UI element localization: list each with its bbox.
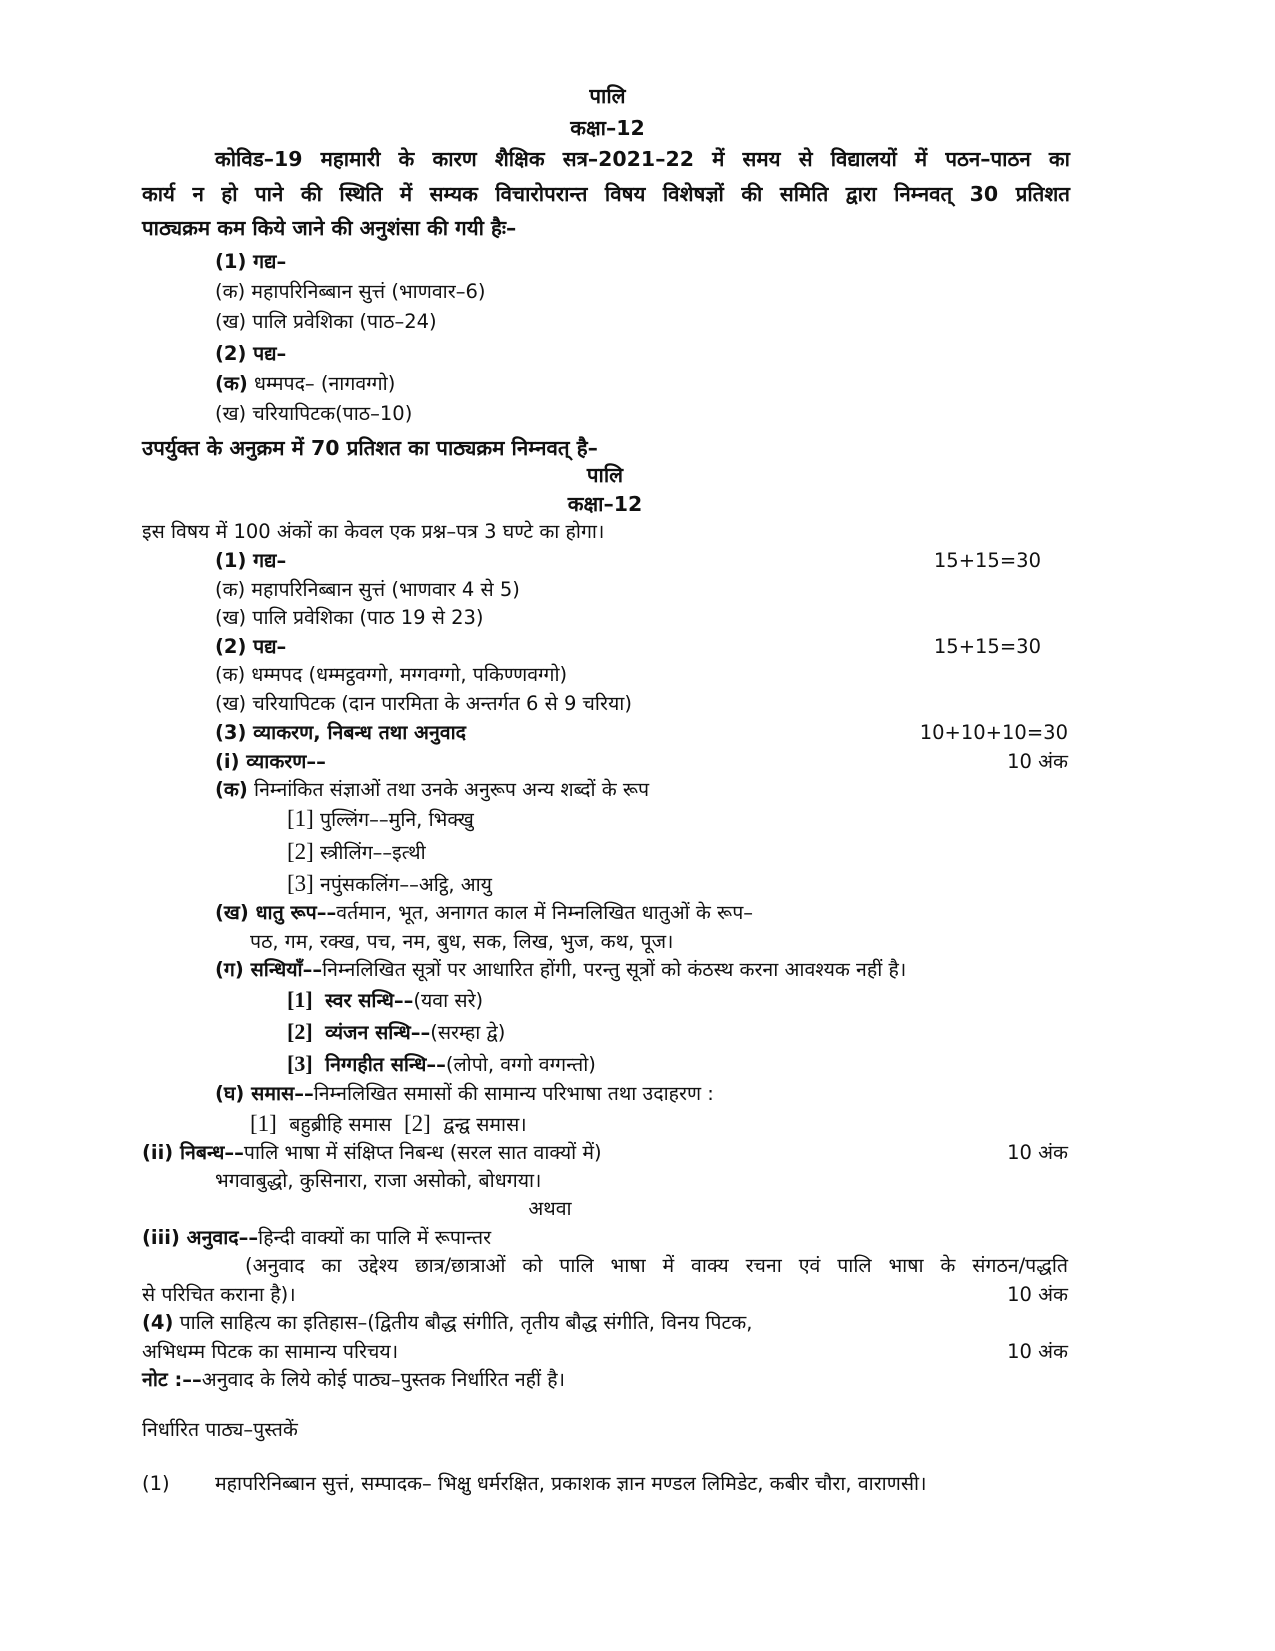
gha-label: (घ) समास––: [215, 1082, 314, 1105]
ga-text: निम्नलिखित सूत्रों पर आधारित होंगी, परन्तु सूत्रों को कंठस्थ करना आवश्यक नहीं है।: [322, 958, 907, 981]
sandhi-name-3: निग्गहीत सन्धि––: [325, 1053, 446, 1076]
samas-2: द्वन्द्व समास।: [443, 1113, 527, 1136]
anuvad-text: हिन्दी वाक्यों का पालि में रूपान्तर: [258, 1226, 492, 1249]
page-class-title: कक्षा–12: [570, 116, 645, 140]
sandhi-num-1: [1]: [287, 987, 313, 1012]
sandhi-name-2: व्यंजन सन्धि––: [325, 1021, 431, 1044]
anuvad-label: (iii) अनुवाद––: [142, 1226, 259, 1249]
sandhi-row-3: [287, 1050, 596, 1079]
padya-marks: 15+15=30: [933, 635, 1041, 658]
syllabus-class: कक्षा–12: [567, 492, 643, 516]
removed-padya-ka: [215, 370, 395, 398]
ling-row-3: [287, 870, 492, 899]
ga-label: (ग) सन्धियाँ––: [215, 958, 323, 981]
anuvad-note-line-1: (अनुवाद का उद्देश्य छात्र/छात्राओं को पालि भाषा में वाक्य रचना एवं पालि भाषा के संगठन/पद्धति: [245, 1254, 1068, 1277]
sandhi-rule-3: (लोपो, वग्गो वग्गन्तो): [445, 1053, 596, 1076]
removed-gadya-title: (1) गद्य–: [215, 250, 287, 273]
itihas-text-2: अभिधम्म पिटक का सामान्य परिचय।: [142, 1340, 399, 1363]
anuvad-row: [142, 1224, 491, 1252]
intro-line-1: कोविड–19 महामारी के कारण शैक्षिक सत्र–2021–22 में समय से विद्यालयों में पठन–पाठन का: [215, 147, 1070, 171]
paper-info: इस विषय में 100 अंकों का केवल एक प्रश्न–पत्र 3 घण्टे का होगा।: [142, 520, 605, 543]
sandhi-name-1: स्वर सन्धि––: [325, 989, 414, 1012]
removed-padya-title: (2) पद्य–: [215, 342, 287, 365]
anuvad-marks: 10 अंक: [1007, 1283, 1068, 1306]
itihas-row: [142, 1309, 752, 1337]
sandhi-row-1: [287, 986, 483, 1015]
itihas-marks: 10 अंक: [1007, 1340, 1068, 1363]
removed-gadya-kha: (ख) पालि प्रवेशिका (पाठ–24): [215, 310, 437, 333]
nibandh-topics: भगवाबुद्धो, कुसिनारा, राजा असोको, बोधगया।: [215, 1169, 542, 1192]
ling-num-3: [3]: [287, 871, 314, 896]
book-text-1: महापरिनिब्बान सुत्तं, सम्पादक– भिक्षु धर्मरक्षित, प्रकाशक ज्ञान मण्डल लिमिडेट, कबीर चौरा, वाराणसी।: [215, 1472, 927, 1495]
itihas-text: पालि साहित्य का इतिहास–(द्वितीय बौद्ध संगीति, तृतीय बौद्ध संगीति, विनय पिटक,: [179, 1311, 753, 1334]
gadya-title: (1) गद्य–: [215, 549, 287, 572]
dhatu-list: पठ, गम, रक्ख, पच, नम, बुध, सक, लिख, भुज, कथ, पूज।: [250, 930, 674, 953]
intro-line-3: पाठ्यक्रम कम किये जाने की अनुशंसा की गयी हैः–: [142, 216, 517, 240]
ka-label: (क): [215, 778, 248, 801]
ling-row-2: [287, 838, 426, 867]
ga-row: [215, 956, 906, 984]
nibandh-marks: 10 अंक: [1007, 1141, 1068, 1164]
books-heading: निर्धारित पाठ्य–पुस्तकें: [142, 1418, 298, 1441]
vyakaran-sub-marks: 10 अंक: [1007, 750, 1068, 773]
vyakaran-marks: 10+10+10=30: [919, 721, 1068, 744]
kha-row: [215, 899, 753, 927]
ling-text-1: पुल्लिंग––मुनि, भिक्खु: [320, 808, 474, 831]
note-text: अनुवाद के लिये कोई पाठ्य–पुस्तक निर्धारित नहीं है।: [201, 1368, 565, 1391]
ka-row: [215, 776, 649, 804]
samas-num-1: [1]: [250, 1111, 277, 1136]
nibandh-text: पालि भाषा में संक्षिप्त निबन्ध (सरल सात वाक्यों में): [243, 1141, 602, 1164]
kha-text: वर्तमान, भूत, अनागत काल में निम्नलिखित धातुओं के रूप–: [336, 901, 754, 924]
nibandh-row: [142, 1139, 602, 1167]
samas-1: बहुब्रीहि समास: [289, 1113, 392, 1136]
intro-line-2: कार्य न हो पाने की स्थिति में सम्यक विचारोपरान्त विषय विशेषज्ञों की समिति द्वारा निम्नवत् 30 प्रतिशत: [142, 182, 1070, 206]
syllabus-heading: उपर्युक्त के अनुक्रम में 70 प्रतिशत का पाठ्यक्रम निम्नवत् है–: [142, 436, 598, 460]
ling-text-2: स्त्रीलिंग––इत्थी: [320, 841, 426, 864]
removed-padya-kha: (ख) चरियापिटक(पाठ–10): [215, 402, 413, 425]
athava: अथवा: [528, 1197, 572, 1220]
vyakaran-title: (3) व्याकरण, निबन्ध तथा अनुवाद: [215, 721, 467, 744]
removed-padya-ka-text: धम्मपद– (नागवग्गो): [254, 372, 396, 395]
nibandh-label: (ii) निबन्ध––: [142, 1141, 244, 1164]
samas-num-2: [2]: [404, 1111, 431, 1136]
anuvad-note-line-2: से परिचित कराना है)।: [142, 1283, 296, 1306]
syllabus-subject: पालि: [586, 463, 624, 487]
sandhi-rule-1: (यवा सरे): [413, 989, 484, 1012]
note-row: [142, 1366, 565, 1394]
itihas-label: (4): [142, 1311, 174, 1334]
gadya-kha: (ख) पालि प्रवेशिका (पाठ 19 से 23): [215, 606, 484, 629]
removed-gadya-ka: (क) महापरिनिब्बान सुत्तं (भाणवार–6): [215, 280, 486, 303]
gha-row: [215, 1080, 714, 1108]
note-label: नोट :––: [142, 1368, 202, 1391]
kha-label: (ख) धातु रूप––: [215, 901, 337, 924]
book-num-1: (1): [142, 1472, 170, 1495]
gadya-marks: 15+15=30: [933, 549, 1041, 572]
sandhi-rule-2: (सरम्हा द्वे): [430, 1021, 506, 1044]
removed-padya-ka-label: (क): [215, 372, 248, 395]
ling-text-3: नपुंसकलिंग––अट्ठि, आयु: [320, 873, 492, 896]
ling-num-1: [1]: [287, 806, 314, 831]
ka-text: निम्नांकित संज्ञाओं तथा उनके अनुरूप अन्य शब्दों के रूप: [254, 778, 650, 801]
sandhi-num-3: [3]: [287, 1051, 313, 1076]
sandhi-row-2: [287, 1018, 505, 1047]
samas-row: [250, 1110, 527, 1139]
ling-num-2: [2]: [287, 839, 314, 864]
gha-text: निम्नलिखित समासों की सामान्य परिभाषा तथा उदाहरण :: [313, 1082, 714, 1105]
sandhi-num-2: [2]: [287, 1019, 313, 1044]
ling-row-1: [287, 805, 474, 834]
padya-kha: (ख) चरियापिटक (दान पारमिता के अन्तर्गत 6 से 9 चरिया): [215, 692, 632, 715]
gadya-ka: (क) महापरिनिब्बान सुत्तं (भाणवार 4 से 5): [215, 578, 520, 601]
padya-ka: (क) धम्मपद (धम्मट्ठवग्गो, मग्गवग्गो, पकिण्णवग्गो): [215, 663, 568, 686]
padya-title: (2) पद्य–: [215, 635, 287, 658]
page-subject-title: पालि: [589, 84, 626, 108]
vyakaran-sub-title: (i) व्याकरण––: [215, 750, 326, 773]
